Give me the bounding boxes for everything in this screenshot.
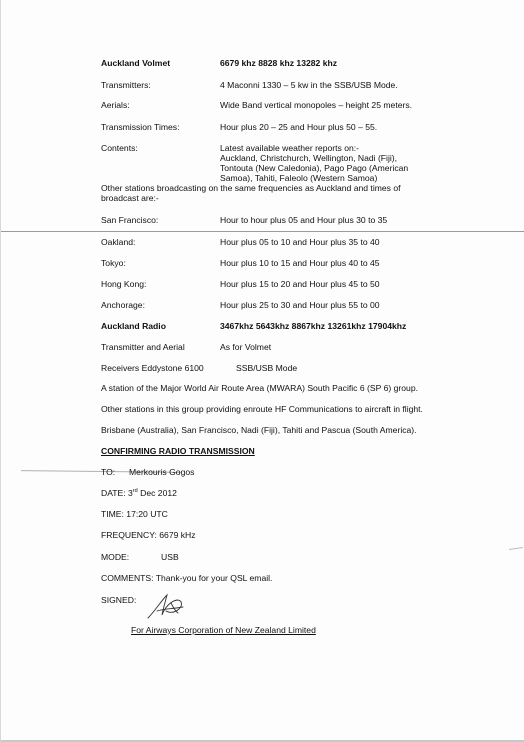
other-stations-text: broadcast are:- (101, 193, 159, 203)
station-times: Hour to hour plus 05 and Hour plus 30 to 35 (220, 215, 388, 225)
station-name: San Francisco: (101, 215, 159, 225)
station-name: Tokyo: (101, 258, 126, 268)
transmitters-label: Transmitters: (101, 80, 151, 90)
date-text: DATE: 3 (101, 488, 133, 498)
recipient-name: Merkouris Gogos (129, 467, 195, 477)
transmitters-value: 4 Maconni 1330 – 5 kw in the SSB/USB Mode. (220, 80, 398, 90)
frequency-line: FREQUENCY: 6679 kHz (101, 530, 196, 540)
date-rest: Dec 2012 (137, 488, 177, 498)
paper-fold-line (1, 231, 524, 232)
aerials-value: Wide Band vertical monopoles – height 25 meters. (220, 100, 413, 110)
signed-label: SIGNED: (101, 595, 137, 605)
contents-line: Tontouta (New Caledonia), Pago Pago (American (220, 163, 409, 173)
confirm-heading: CONFIRMING RADIO TRANSMISSION (101, 446, 255, 456)
date-line (101, 488, 177, 499)
contents-line: Latest available weather reports on:- (220, 143, 360, 153)
station-times: Hour plus 05 to 10 and Hour plus 35 to 40 (220, 237, 380, 247)
time-line: TIME: 17:20 UTC (101, 509, 168, 519)
station-times: Hour plus 25 to 30 and Hour plus 55 to 00 (220, 300, 380, 310)
contents-label: Contents: (101, 143, 138, 153)
mode-label: MODE: (101, 552, 130, 562)
group-stations-paragraph: Brisbane (Australia), San Francisco, Nadi (Fiji), Tahiti and Pascua (South America). (101, 425, 417, 435)
transmitter-aerial-label: Transmitter and Aerial (101, 342, 185, 352)
to-label: TO: (101, 467, 116, 477)
receivers-label: Receivers Eddystone 6100 (101, 363, 204, 373)
station-times: Hour plus 10 to 15 and Hour plus 40 to 45 (220, 258, 380, 268)
station-name: Anchorage: (101, 300, 145, 310)
radio-title: Auckland Radio (101, 321, 166, 331)
radio-frequencies: 3467khz 5643khz 8867khz 13261khz 17904khz (220, 321, 407, 331)
other-stations-paragraph: Other stations in this group providing enroute HF Communications to aircraft in flight. (101, 404, 423, 414)
handwritten-signature (145, 591, 187, 621)
transmitter-aerial-value: As for Volmet (220, 342, 272, 352)
station-name: Hong Kong: (101, 279, 147, 289)
station-name: Oakland: (101, 237, 136, 247)
transmission-times-label: Transmission Times: (101, 122, 180, 132)
transmission-times-value: Hour plus 20 – 25 and Hour plus 50 – 55. (220, 122, 378, 132)
volmet-frequencies: 6679 khz 8828 khz 13282 khz (220, 58, 338, 68)
comments-line: COMMENTS: Thank-you for your QSL email. (101, 573, 273, 583)
contents-line: Samoa), Tahiti, Faleolo (Western Samoa) (220, 173, 378, 183)
date-suffix: rd (132, 488, 138, 494)
mode-value: USB (161, 552, 179, 562)
footer-organisation: For Airways Corporation of New Zealand Limited (131, 625, 316, 635)
paper-mark (509, 547, 523, 550)
other-stations-text: Other stations broadcasting on the same frequencies as Auckland and times of (101, 183, 401, 193)
mwara-paragraph: A station of the Major World Air Route Area (MWARA) South Pacific 6 (SP 6) group. (101, 383, 418, 393)
contents-line: Auckland, Christchurch, Wellington, Nadi (Fiji), (220, 153, 398, 163)
receivers-value: SSB/USB Mode (236, 363, 298, 373)
station-times: Hour plus 15 to 20 and Hour plus 45 to 50 (220, 279, 380, 289)
volmet-title: Auckland Volmet (101, 58, 171, 68)
aerials-label: Aerials: (101, 100, 130, 110)
